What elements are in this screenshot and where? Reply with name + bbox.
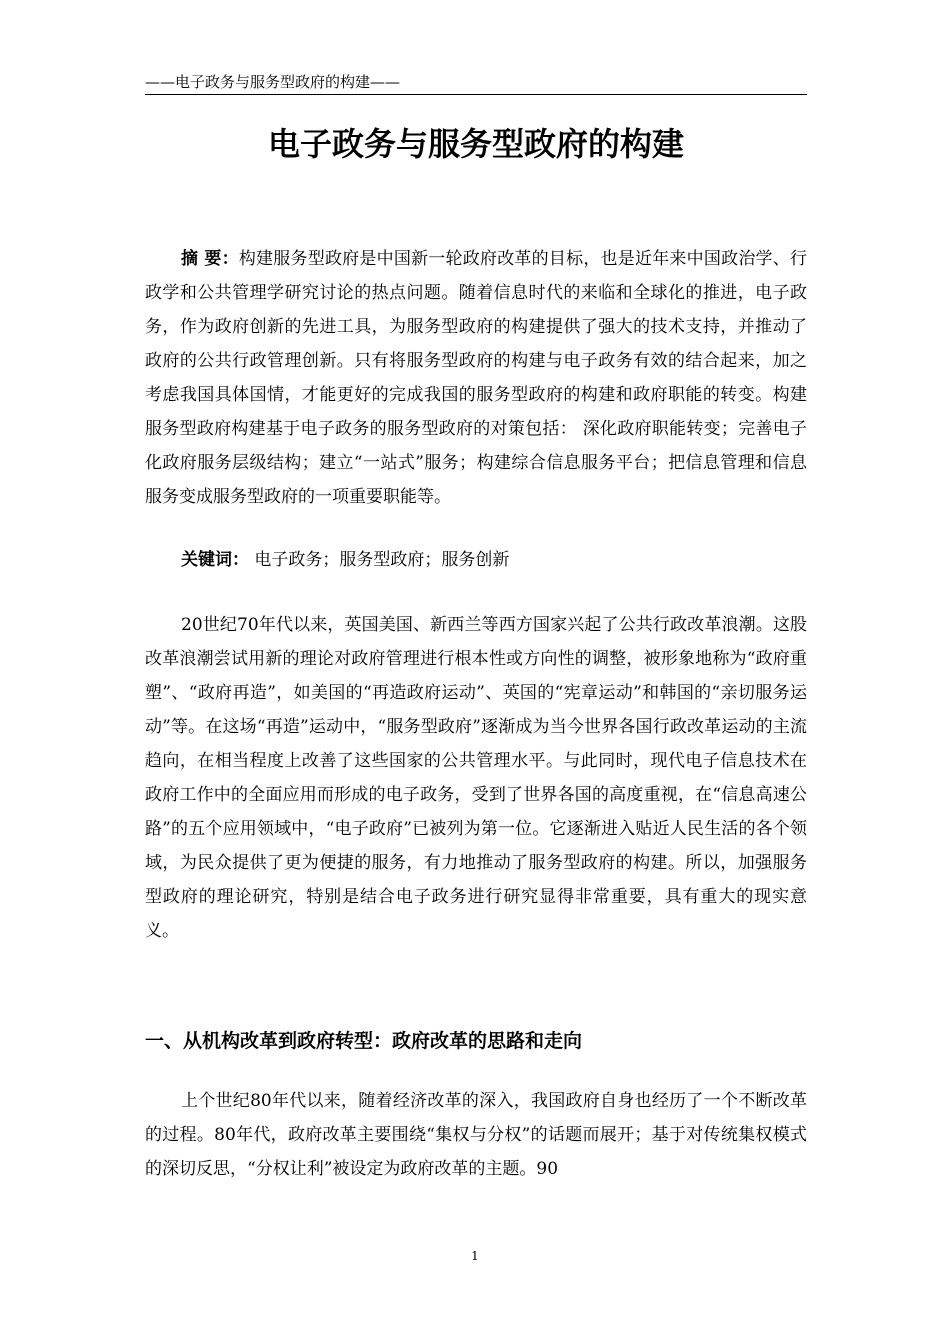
keywords-label: 关键词： bbox=[181, 550, 249, 570]
section-heading: 一、从机构改革到政府转型：政府改革的思路和走向 bbox=[145, 1030, 583, 1052]
document-title: 电子政务与服务型政府的构建 bbox=[267, 125, 684, 163]
section-paragraph: 上个世纪80年代以来，随着经济改革的深入，我国政府自身也经历了一个不断改革的过程。80年代，政府改革主要围绕“集权与分权”的话题而展开；基于对传统集权模式的深切反思，“分权让利”被设定为政府改革的主题。90 bbox=[145, 1091, 807, 1179]
keywords-text: 电子政务；服务型政府；服务创新 bbox=[249, 550, 510, 570]
intro-paragraph: 20世纪70年代以来，英国美国、新西兰等西方国家兴起了公共行政改革浪潮。这股改革浪潮尝试用新的理论对政府管理进行根本性或方向性的调整，被形象地称为“政府重塑”、“政府再造”，如美国的“再造政府运动”、英国的“宪章运动”和韩国的“亲切服务运动”等。在这场“再造”运动中，“服务型政府”逐渐成为当今世界各国行政改革运动的主流趋向，在相当程度上改善了这些国家的公共管理水平。与此同时，现代电子信息技术在政府工作中的全面应用而形成的电子政务，受到了世界各国的高度重视，在“信息高速公路”的五个应用领域中，“电子政府”已被列为第一位。它逐渐进入贴近人民生活的各个领域，为民众提供了更为便捷的服务，有力地推动了服务型政府的构建。所以，加强服务型政府的理论研究，特别是结合电子政务进行研究显得非常重要，具有重大的现实意义。 bbox=[145, 615, 807, 941]
abstract-text: 构建服务型政府是中国新一轮政府改革的目标，也是近年来中国政治学、行政学和公共管理学研究讨论的热点问题。随着信息时代的来临和全球化的推进，电子政务，作为政府创新的先进工具，为服务型政府的构建提供了强大的技术支持，并推动了政府的公共行政管理创新。只有将服务型政府的构建与电子政务有效的结合起来，加之考虑我国具体国情，才能更好的完成我国的服务型政府的构建和政府职能的转变。构建服务型政府构建基于电子政务的服务型政府的对策包括： 深化政府职能转变；完善电子化政府服务层级结构；建立“一站式”服务；构建综合信息服务平台；把信息管理和信息服务变成服务型政府的一项重要职能等。 bbox=[145, 249, 808, 507]
keywords-line bbox=[145, 543, 807, 577]
abstract-paragraph bbox=[145, 242, 807, 514]
abstract-label: 摘 要： bbox=[181, 249, 239, 269]
page-number: 1 bbox=[471, 1249, 479, 1263]
running-header: ——电子政务与服务型政府的构建—— bbox=[145, 72, 807, 95]
